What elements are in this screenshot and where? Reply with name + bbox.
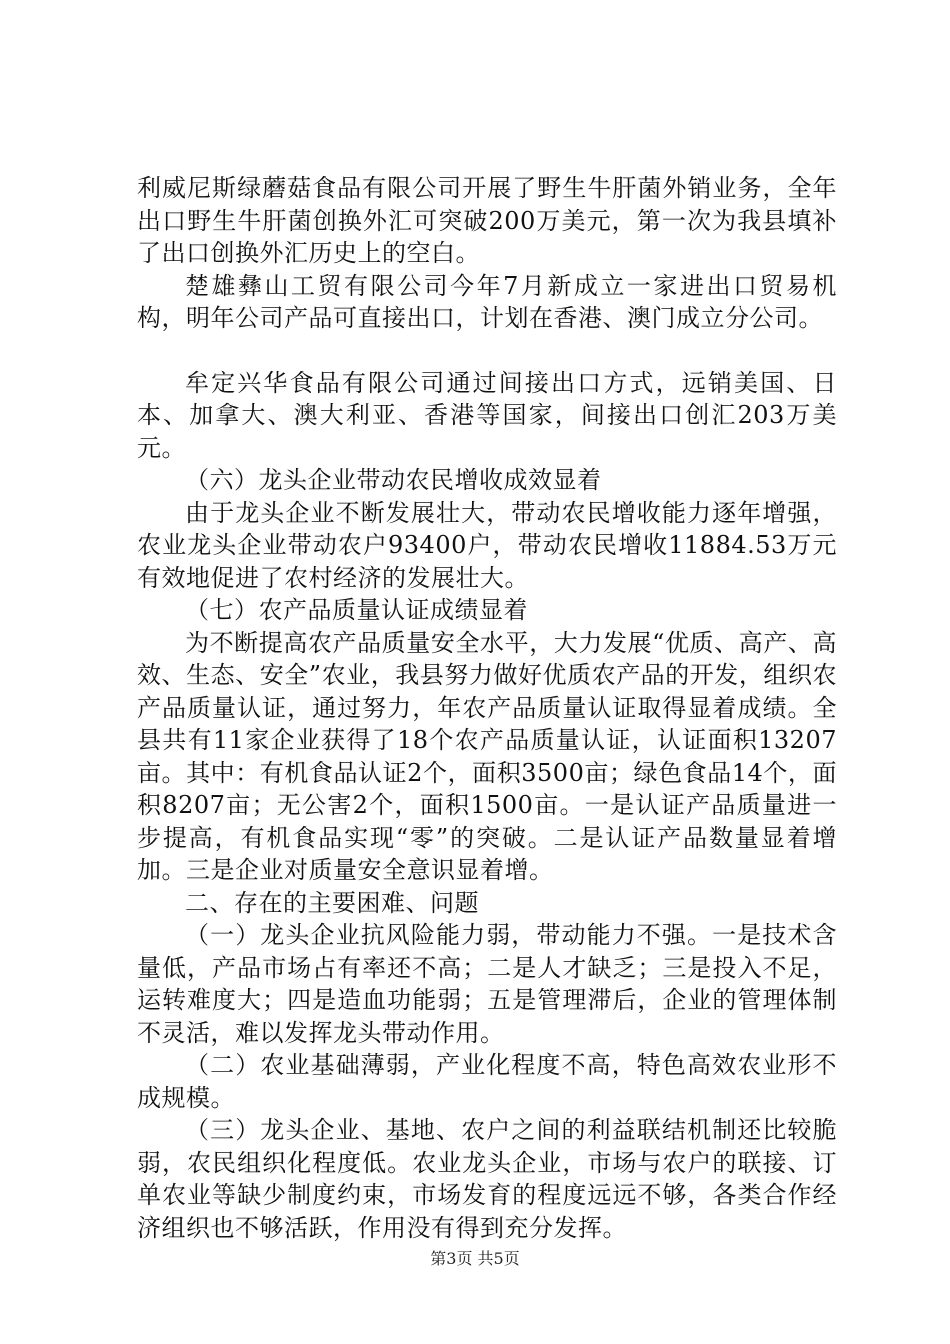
paragraph-xinghua-food: 牟定兴华食品有限公司通过间接出口方式，远销美国、日本、加拿大、澳大利亚、香港等国家，间接出口创汇203万美元。 (137, 368, 837, 462)
paragraph-quality-certification: 为不断提高农产品质量安全水平，大力发展“优质、高产、高效、生态、安全”农业，我县努力做好优质农产品的开发，组织农产品质量认证，通过努力，年农产品质量认证取得显着成绩。全县共有11家企业获得了18个农产品质量认证，认证面积13207亩。其中：有机食品认证2个，面积3500亩；绿色食品14个，面积8207亩；无公害2个，面积1500亩。一是认证产品质量进一步提高，有机食品实现“零”的突破。二是认证产品数量显着增加。三是企业对质量安全意识显着增。 (137, 628, 837, 884)
paragraph-export-mushroom: 利威尼斯绿蘑菇食品有限公司开展了野生牛肝菌外销业务，全年出口野生牛肝菌创换外汇可突破200万美元，第一次为我县填补了出口创换外汇历史上的空白。 (137, 174, 837, 267)
paragraph-farmer-income: 由于龙头企业不断发展壮大，带动农民增收能力逐年增强，农业龙头企业带动农户93400户，带动农民增收11884.53万元有效地促进了农村经济的发展壮大。 (137, 498, 837, 592)
paragraph-yishan-trade: 楚雄彝山工贸有限公司今年7月新成立一家进出口贸易机构，明年公司产品可直接出口，计划在香港、澳门成立分公司。 (137, 271, 837, 332)
paragraph-problem-three: （三）龙头企业、基地、农户之间的利益联结机制还比较脆弱，农民组织化程度低。农业龙头企业，市场与农户的联接、订单农业等缺少制度约束，市场发育的程度远远不够，各类合作经济组织也不够活跃，作用没有得到充分发挥。 (137, 1116, 837, 1242)
page-number-footer: 第3页 共5页 (430, 1249, 520, 1268)
section-heading-problems: 二、存在的主要困难、问题 (185, 888, 479, 917)
section-heading-six: （六）龙头企业带动农民增收成效显着 (185, 466, 602, 494)
paragraph-problem-one: （一）龙头企业抗风险能力弱，带动能力不强。一是技术含量低，产品市场占有率还不高；二是人才缺乏；三是投入不足，运转难度大；四是造血功能弱；五是管理滞后，企业的管理体制不灵活，难以发挥龙头带动作用。 (137, 921, 837, 1047)
paragraph-problem-two: （二）农业基础薄弱，产业化程度不高，特色高效农业形不成规模。 (137, 1051, 837, 1112)
section-heading-seven: （七）农产品质量认证成绩显着 (185, 596, 528, 624)
document-body (137, 172, 837, 1244)
